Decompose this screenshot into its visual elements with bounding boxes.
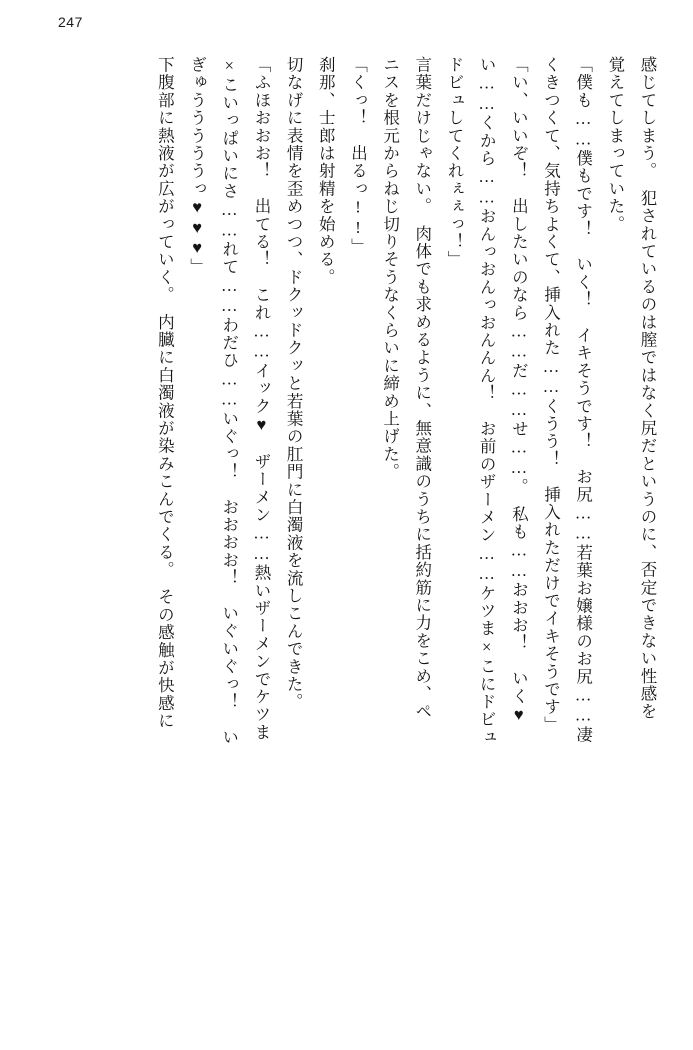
- text-line: 刹那、士郎は射精を始める。: [316, 56, 336, 287]
- text-line: 「くっ！ 出るっ!!」: [348, 56, 368, 256]
- text-line: ニスを根元からねじ切りそうなくらいに締め上げた。: [380, 56, 400, 481]
- text-line: 下腹部に熱液が広がっていく。 内臓に白濁液が染みこんでくる。 その感触が快感に: [155, 56, 175, 730]
- text-line: 「い、いいぞ！ 出したいのなら……だ……せ……。 私も……おおお！ いく♥: [509, 56, 529, 726]
- page-text-body: [34, 56, 663, 1028]
- page-number: 247: [58, 14, 83, 30]
- text-line: 切なげに表情を歪めつつ、ドクッドクッと若葉の肛門に白濁液を流しこんできた。: [284, 56, 304, 711]
- text-line: 「僕も……僕もです！ いく！ イキそうです！ お尻……若葉お嬢様のお尻……凄: [573, 56, 593, 744]
- text-line: 感じてしまう。 犯されているのは膣ではなく尻だというのに、否定できない性感を: [638, 56, 657, 721]
- text-line: ドビュしてくれぇぇっ！」: [444, 56, 464, 269]
- text-line: い……くから……おんっおんっおんんん！ お前のザーメン……ケツま×こにドビュ: [477, 56, 497, 747]
- text-line: 覚えてしまっていた。: [605, 56, 625, 233]
- text-line: ×こいっぱいにさ……れて……わだひ……いぐっ！ おおおお！ いぐいぐっ！ い: [219, 56, 239, 747]
- text-line: くきつくて、気持ちよくて、挿入れた……くうう！ 挿入れただけでイキそうです」: [541, 56, 561, 734]
- text-line: 言葉だけじゃない。 肉体でも求めるように、無意識のうちに括約筋に力をこめ、ペ: [412, 56, 432, 721]
- text-line: ぎゅうううううっ♥♥♥」: [187, 56, 207, 276]
- text-line: 「ふほおおお！ 出てる！ これ……イック♥ ザーメン……熱いザーメンでケツま: [251, 56, 271, 742]
